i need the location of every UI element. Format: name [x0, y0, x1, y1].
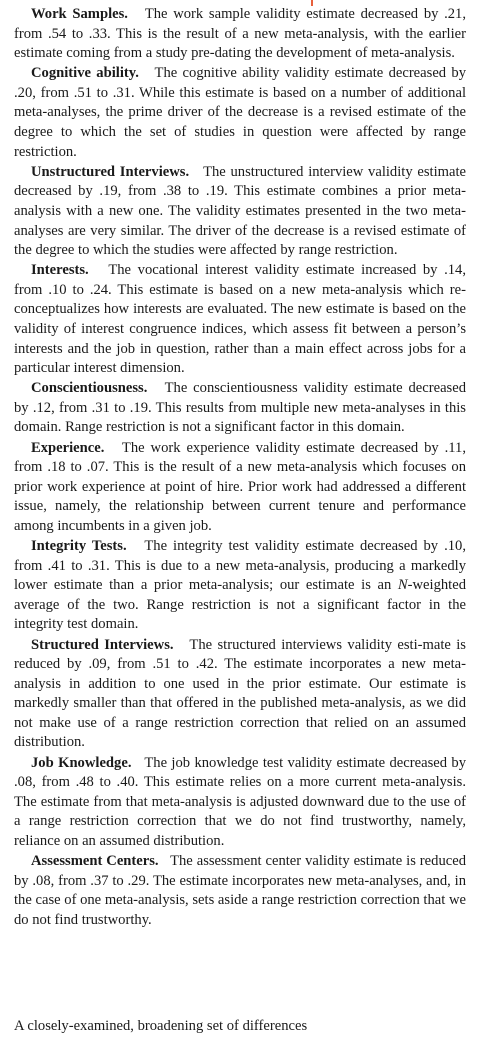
paragraph-body: The cognitive ability validity estimate decreased by .20, from .51 to .31. While this estimate is based on a number of additional meta-analyses, the prime driver of the decrease is a revised estimate of the degree to which the set of studies in question were affected by range restriction. — [14, 65, 466, 160]
paragraph-cognitive-ability — [14, 64, 466, 162]
paragraph-heading: Conscientiousness. — [31, 380, 148, 397]
paragraph-body: The conscientiousness validity estimate decreased by .12, from .31 to .19. This results from multiple new meta-analyses in this domain. Range restriction is not a significant factor in this domain. — [14, 380, 466, 436]
paragraph-body: The work experience validity estimate decreased by .11, from .18 to .07. This is the result of a new meta-analysis which focuses on prior work experience at point of hire. Prior work had addressed a different issue, namely, the relationship between current tenure and performance among incumbents in a given job. — [14, 439, 466, 534]
paragraph-heading: Experience. — [31, 439, 105, 456]
paragraph-body-italic: N — [397, 577, 408, 594]
paragraph-unstructured-interviews — [14, 163, 466, 261]
paragraph-work-samples — [14, 5, 466, 64]
paragraph-structured-interviews — [14, 636, 466, 754]
paragraph-heading: Assessment Centers. — [31, 853, 159, 870]
paragraph-integrity-tests — [14, 537, 466, 635]
paragraph-conscientiousness — [14, 379, 466, 438]
paragraph-heading: Work Samples. — [31, 6, 128, 22]
cut-off-line: A closely-examined, broadening set of differences — [14, 1018, 308, 1034]
paragraph-heading: Job Knowledge. — [31, 754, 132, 771]
paragraph-body: The assessment center validity estimate is reduced by .08, from .37 to .29. The estimate incorporates new meta-analyses, and, in the case of one meta-analysis, sets aside a range restriction correction that we do not find trustworthy. — [14, 853, 466, 928]
paragraph-body: The structured interviews validity esti-mate is reduced by .09, from .51 to .42. The estimate incorporates a new meta-analysis in addition to one used in the prior estimate. Our estimate is markedly smaller than that offered in the published meta-analysis, as we did not make use of a range restriction correction that relied on an assumed distribution. — [14, 636, 466, 751]
paragraph-assessment-centers — [14, 852, 466, 930]
paragraph-heading: Interests. — [31, 262, 89, 279]
paragraph-experience — [14, 439, 466, 537]
paragraph-body: The job knowledge test validity estimate decreased by .08, from .48 to .40. This estimate relies on a more current meta-analysis. The estimate from that meta-analysis is adjusted downward due to the use of a range restriction correction that we do not find trustworthy, namely, reliance on an assumed distribution. — [14, 754, 466, 849]
paragraph-heading: Cognitive ability. — [31, 65, 139, 82]
paragraph-body: The work sample validity estimate decreased by .21, from .54 to .33. This is the result of a new meta-analysis, with the earlier estimate coming from a study pre-dating the development of meta-analysis. — [14, 6, 467, 62]
paragraph-heading: Structured Interviews. — [31, 636, 174, 653]
document-page — [14, 5, 466, 931]
paragraph-job-knowledge — [14, 754, 466, 852]
paragraph-body: The integrity test validity estimate decreased by .10, from .41 to .31. This is due to a new meta-analysis, producing a markedly lower estimate than a prior meta-analysis; our estimate is an — [14, 538, 466, 594]
paragraph-heading: Unstructured Interviews. — [31, 163, 190, 180]
paragraph-heading: Integrity Tests. — [31, 538, 127, 555]
paragraph-body: -weighted average of the two. Range restriction is not a significant factor in the integrity test domain. — [14, 577, 466, 633]
paragraph-interests — [14, 261, 466, 379]
paragraph-body: The vocational interest validity estimate increased by .14, from .10 to .24. This estimate is based on a new meta-analysis which re-conceptualizes how interests are evaluated. The new estimate is based on the validity of interest congruence indices, which assess fit between a person’s interests and the job in question, rather than a main effect across jobs for a particular interest dimension. — [14, 262, 466, 377]
paragraph-body: The unstructured interview validity estimate decreased by .19, from .38 to .19. This estimate combines a prior meta-analysis with a new one. The validity estimates presented in the two meta-analyses are very similar. The driver of the decrease is a revised estimate of the degree to which the studies were affected by range restriction. — [14, 163, 466, 259]
